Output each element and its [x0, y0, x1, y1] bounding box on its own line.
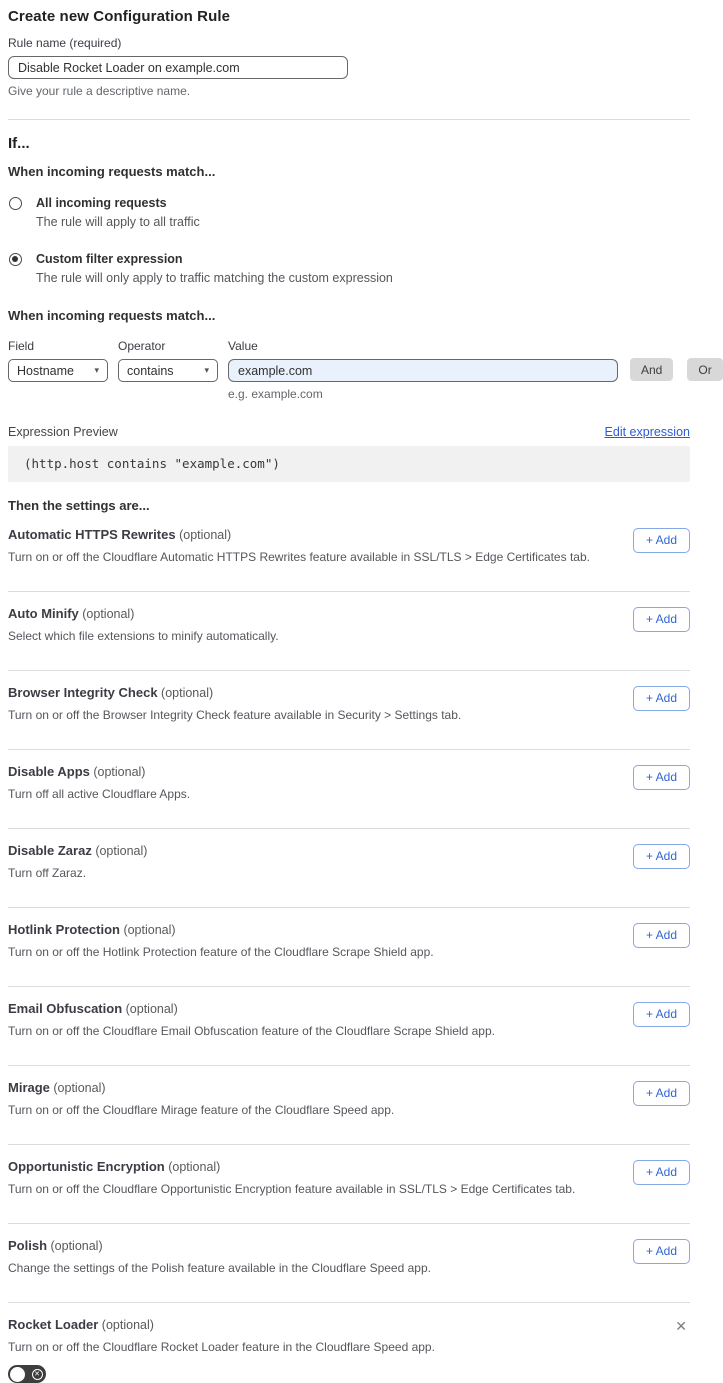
request-match-radio-group	[8, 196, 690, 286]
rule-name-input[interactable]	[8, 56, 348, 79]
setting-row	[8, 829, 690, 880]
setting-description: Change the settings of the Polish feature available in the Cloudflare Speed app.	[8, 1261, 431, 1275]
or-button[interactable]: Or	[687, 358, 722, 381]
setting-title: Opportunistic Encryption	[8, 1159, 165, 1174]
conjunction-buttons	[630, 358, 723, 381]
setting-row	[8, 987, 690, 1038]
setting-row	[8, 1145, 690, 1196]
setting-title: Browser Integrity Check	[8, 685, 158, 700]
setting-description: Turn on or off the Cloudflare Email Obfuscation feature of the Cloudflare Scrape Shield app.	[8, 1024, 495, 1038]
radio-option-custom-filter-expression[interactable]	[8, 252, 690, 286]
caret-down-icon: ▾	[204, 365, 209, 375]
setting-qualifier: (optional)	[179, 528, 232, 542]
toggle-knob	[10, 1367, 25, 1382]
setting-row	[8, 513, 690, 564]
setting-qualifier: (optional)	[53, 1081, 106, 1095]
setting-title: Email Obfuscation	[8, 1001, 123, 1016]
setting-description: Select which file extensions to minify automatically.	[8, 629, 279, 643]
value-help: e.g. example.com	[228, 387, 323, 401]
edit-expression-link[interactable]: Edit expression	[604, 425, 690, 439]
field-label: Field	[8, 339, 35, 353]
setting-qualifier: (optional)	[125, 1002, 178, 1016]
setting-qualifier: (optional)	[168, 1160, 221, 1174]
rule-name-label: Rule name (required)	[8, 36, 122, 50]
setting-row	[8, 1303, 690, 1383]
radio-unselected-icon[interactable]	[9, 197, 22, 210]
toggle-off-icon: ✕	[32, 1369, 43, 1380]
setting-qualifier: (optional)	[50, 1239, 103, 1253]
add-setting-button[interactable]: + Add	[633, 923, 690, 948]
match-heading: When incoming requests match...	[8, 164, 216, 179]
operator-select[interactable]	[118, 359, 218, 382]
add-setting-button[interactable]: + Add	[633, 686, 690, 711]
setting-row	[8, 1224, 690, 1275]
setting-qualifier: (optional)	[95, 844, 148, 858]
operator-select-value: contains	[127, 363, 174, 378]
builder-heading: When incoming requests match...	[8, 308, 216, 323]
radio-option-all-incoming-requests[interactable]	[8, 196, 690, 230]
expression-code: (http.host contains "example.com")	[8, 446, 690, 482]
expression-preview-section	[8, 425, 690, 482]
then-heading: Then the settings are...	[8, 498, 150, 513]
setting-title: Disable Apps	[8, 764, 90, 779]
setting-qualifier: (optional)	[93, 765, 146, 779]
setting-row	[8, 908, 690, 959]
add-setting-button[interactable]: + Add	[633, 844, 690, 869]
if-heading: If...	[8, 135, 30, 152]
radio-description: The rule will only apply to traffic matching the custom expression	[36, 271, 393, 285]
setting-description: Turn on or off the Cloudflare Automatic HTTPS Rewrites feature available in SSL/TLS > Edge Certificates tab.	[8, 550, 590, 564]
field-select-value: Hostname	[17, 363, 74, 378]
settings-list	[8, 513, 690, 1383]
setting-row	[8, 592, 690, 643]
setting-toggle[interactable]	[8, 1365, 46, 1383]
setting-description: Turn off all active Cloudflare Apps.	[8, 787, 191, 801]
setting-row	[8, 1066, 690, 1117]
radio-label: Custom filter expression	[36, 252, 183, 266]
setting-title: Rocket Loader	[8, 1317, 99, 1332]
setting-row	[8, 671, 690, 722]
setting-title: Polish	[8, 1238, 48, 1253]
caret-down-icon: ▾	[94, 365, 99, 375]
value-input[interactable]	[228, 359, 618, 382]
rule-name-help: Give your rule a descriptive name.	[8, 84, 191, 98]
add-setting-button[interactable]: + Add	[633, 1081, 690, 1106]
setting-description: Turn on or off the Cloudflare Mirage feature of the Cloudflare Speed app.	[8, 1103, 395, 1117]
expression-preview-label: Expression Preview	[8, 425, 118, 439]
add-setting-button[interactable]: + Add	[633, 1239, 690, 1264]
add-setting-button[interactable]: + Add	[633, 528, 690, 553]
setting-title: Automatic HTTPS Rewrites	[8, 527, 176, 542]
radio-description: The rule will apply to all traffic	[36, 215, 200, 229]
radio-selected-icon[interactable]	[9, 253, 22, 266]
setting-qualifier: (optional)	[101, 1318, 154, 1332]
setting-title: Disable Zaraz	[8, 843, 92, 858]
section-divider	[8, 119, 690, 120]
close-icon[interactable]: ✕	[675, 1318, 687, 1334]
add-setting-button[interactable]: + Add	[633, 1002, 690, 1027]
setting-description: Turn on or off the Cloudflare Opportunistic Encryption feature available in SSL/TLS > Edge Certificates tab.	[8, 1182, 576, 1196]
setting-description: Turn on or off the Hotlink Protection feature of the Cloudflare Scrape Shield app.	[8, 945, 434, 959]
add-setting-button[interactable]: + Add	[633, 607, 690, 632]
field-select[interactable]	[8, 359, 108, 382]
rule-name-section	[8, 36, 690, 98]
radio-label: All incoming requests	[36, 196, 167, 210]
setting-description: Turn on or off the Cloudflare Rocket Loader feature in the Cloudflare Speed app.	[8, 1340, 435, 1354]
page-title: Create new Configuration Rule	[8, 8, 231, 25]
setting-qualifier: (optional)	[82, 607, 135, 621]
value-label: Value	[228, 339, 258, 353]
add-setting-button[interactable]: + Add	[633, 765, 690, 790]
setting-title: Hotlink Protection	[8, 922, 120, 937]
expression-builder	[8, 308, 712, 401]
setting-description: Turn on or off the Browser Integrity Check feature available in Security > Settings tab.	[8, 708, 462, 722]
setting-qualifier: (optional)	[123, 923, 176, 937]
and-button[interactable]: And	[630, 358, 673, 381]
setting-row	[8, 750, 690, 801]
setting-title: Auto Minify	[8, 606, 79, 621]
setting-title: Mirage	[8, 1080, 50, 1095]
add-setting-button[interactable]: + Add	[633, 1160, 690, 1185]
operator-label: Operator	[118, 339, 166, 353]
setting-qualifier: (optional)	[161, 686, 214, 700]
setting-description: Turn off Zaraz.	[8, 866, 87, 880]
